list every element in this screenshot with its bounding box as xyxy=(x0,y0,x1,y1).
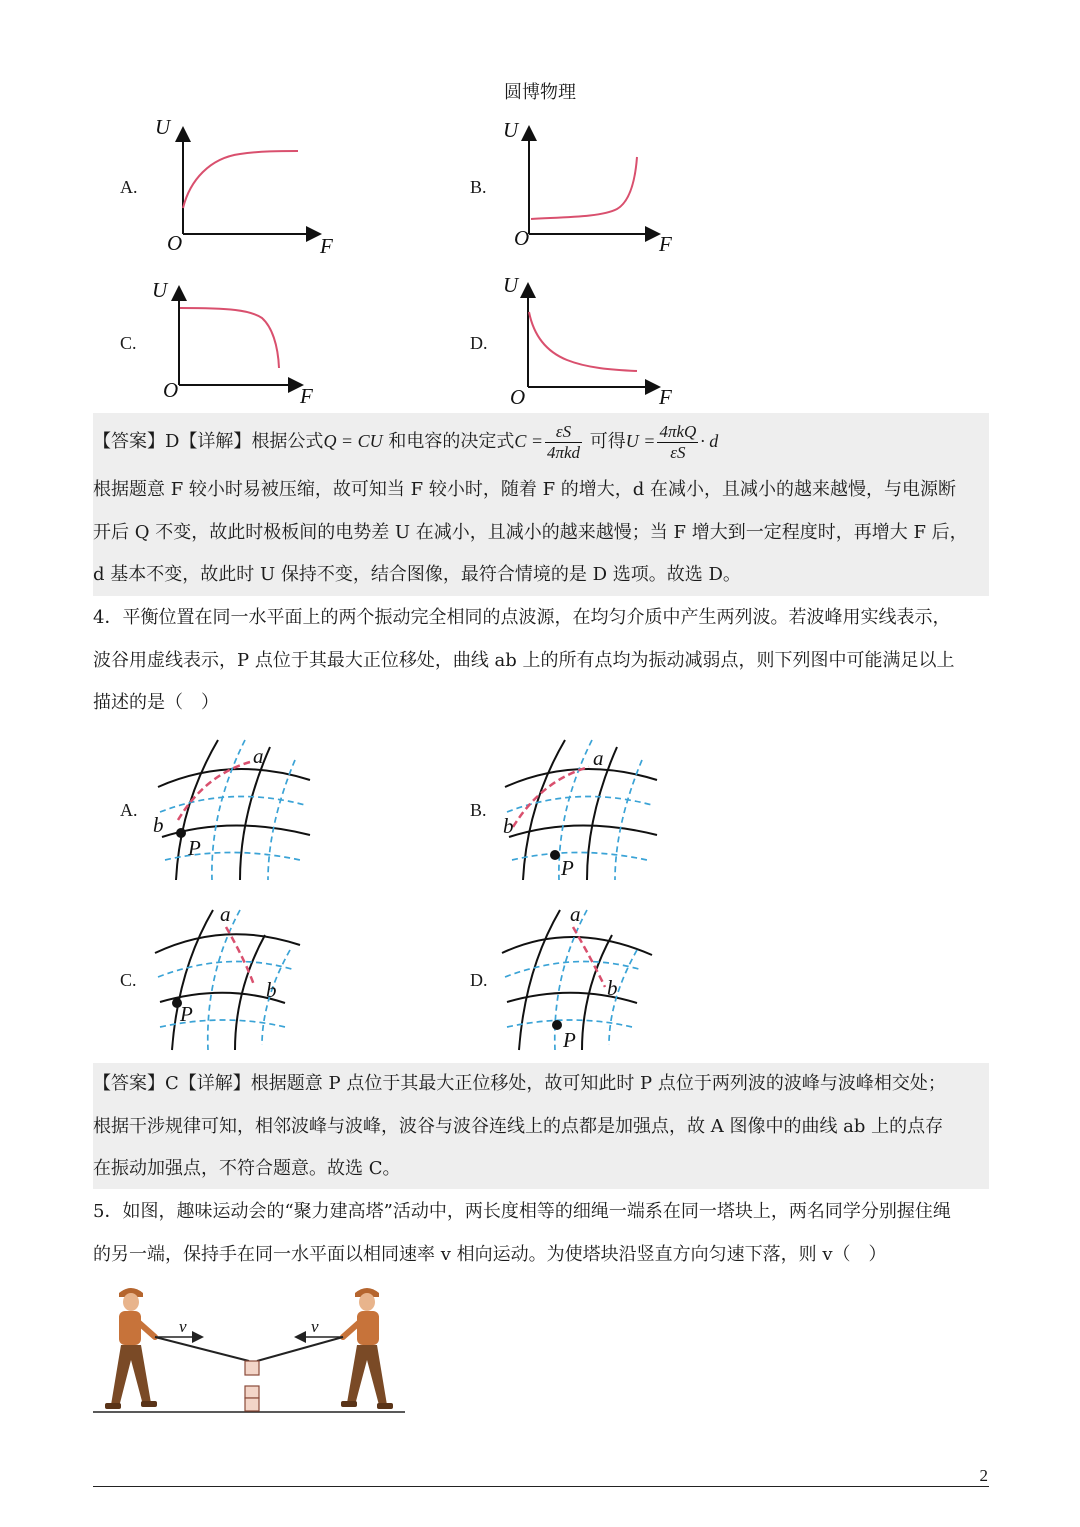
q3-answer-line3: 开后 Q 不变，故此时极板间的电势差 U 在减小，且减小的越来越慢；当 F 增大到一定程度时，再增大 F 后， xyxy=(93,521,968,543)
formula-q-cu: Q = CU xyxy=(323,431,383,451)
q4-option-b-label: B. xyxy=(470,800,487,820)
label-p: P xyxy=(180,1002,193,1026)
q4-stem-line2: 波谷用虚线表示，P 点位于其最大正位移处，曲线 ab 上的所有点均为振动减弱点，则下列图中可能满足以上 xyxy=(93,649,955,671)
q3-option-b-label: B. xyxy=(470,177,487,197)
tower-block-top xyxy=(245,1386,259,1398)
origin-label: O xyxy=(167,231,183,255)
q4-stem-line3: 描述的是（ ） xyxy=(93,692,219,713)
origin-label: O xyxy=(163,378,179,402)
q4-answer-line2: 根据干涉规律可知，相邻波峰与波峰，波谷与波谷连线上的点都是加强点，故 A 图像中的曲线 ab 上的点存 xyxy=(93,1115,944,1137)
label-b: b xyxy=(153,813,164,837)
q3-graph-b xyxy=(497,115,697,260)
q4-option-a-label: A. xyxy=(120,800,138,820)
q4-option-c-label: C. xyxy=(120,970,137,990)
answer-text: 根据公式 xyxy=(251,431,324,452)
q4-stem-line1: 4．平衡位置在同一水平面上的两个振动完全相同的点波源，在均匀介质中产生两列波。若波峰用实线表示， xyxy=(93,607,951,628)
label-a: a xyxy=(220,905,231,926)
q4-graph-b xyxy=(497,735,667,885)
point-p xyxy=(552,1020,562,1030)
left-rope xyxy=(155,1337,249,1361)
q3-graph-a xyxy=(150,110,350,260)
right-rope xyxy=(257,1337,343,1361)
q3-curve-d xyxy=(529,312,637,371)
q3-graph-d xyxy=(497,272,687,412)
hanging-block xyxy=(245,1361,259,1375)
q3-answer-line4: d 基本不变，故此时 U 保持不变，结合图像，最符合情境的是 D 选项。故选 D。 xyxy=(93,564,741,585)
tower-block-bottom xyxy=(245,1398,259,1411)
q4-option-d-label: D. xyxy=(470,970,488,990)
formula-c-fraction: $\frac{\varepsilon S}{\text{4πkd}}$ xyxy=(546,421,581,462)
right-student-figure xyxy=(341,1288,393,1409)
q3-curve-b xyxy=(531,157,637,219)
label-p: P xyxy=(188,836,201,860)
q3-answer-block xyxy=(93,413,989,596)
q4-graph-a xyxy=(150,735,320,885)
y-axis-label: U xyxy=(152,278,168,302)
x-axis-label: F xyxy=(300,384,313,408)
q5-illustration xyxy=(93,1275,413,1420)
v-label-right: v xyxy=(311,1317,319,1336)
y-axis-label: U xyxy=(503,273,519,297)
q5-stem xyxy=(93,1191,989,1276)
footer-rule xyxy=(93,1486,989,1487)
answer-text: 可得 xyxy=(589,431,626,452)
left-student-figure xyxy=(105,1288,157,1409)
page-header: 圆博物理 xyxy=(504,82,576,103)
formula-c-lhs: C = xyxy=(514,431,543,451)
formula-u-tail: · d xyxy=(700,431,719,451)
origin-label: O xyxy=(514,226,530,250)
v-label-left: v xyxy=(179,1317,187,1336)
x-axis-label: F xyxy=(320,234,333,258)
q5-stem-line2: 的另一端，保持手在同一水平面以相同速率 v 相向运动。为使塔块沿竖直方向匀速下落，则 v（ ） xyxy=(93,1243,887,1265)
q3-option-a-label: A. xyxy=(120,177,138,197)
x-axis-label: F xyxy=(659,385,672,409)
x-axis-label: F xyxy=(659,232,672,256)
label-a: a xyxy=(570,905,581,926)
q4-graph-c xyxy=(150,905,320,1055)
label-p: P xyxy=(561,856,574,880)
label-a: a xyxy=(253,744,264,768)
q4-graph-d xyxy=(497,905,667,1055)
label-b: b xyxy=(503,814,514,838)
q4-answer-line3: 在振动加强点，不符合题意。故选 C。 xyxy=(93,1158,401,1179)
formula-u-lhs: U = xyxy=(625,431,656,451)
label-b: b xyxy=(607,976,618,1000)
origin-label: O xyxy=(510,385,526,409)
answer-text: 和电容的决定式 xyxy=(388,431,515,452)
q4-answer-line1: 【答案】C【详解】根据题意 P 点位于其最大正位移处，故可知此时 P 点位于两列波的波峰与波峰相交处； xyxy=(93,1073,946,1094)
answer-tag: 【答案】D【详解】 xyxy=(93,431,252,452)
q3-curve-a xyxy=(183,151,298,208)
point-p xyxy=(550,850,560,860)
q3-graph-c xyxy=(150,275,330,410)
q4-stem xyxy=(93,597,989,725)
label-a: a xyxy=(593,746,604,770)
point-p xyxy=(176,828,186,838)
y-axis-label: U xyxy=(155,115,171,139)
q3-curve-c xyxy=(180,308,279,368)
q3-answer-line1 xyxy=(93,419,989,464)
y-axis-label: U xyxy=(503,118,519,142)
label-p: P xyxy=(563,1028,576,1052)
q3-option-d-label: D. xyxy=(470,333,488,353)
formula-u-fraction: $\frac{\text{4πkQ}}{\varepsilon S}$ xyxy=(659,421,697,462)
label-b: b xyxy=(266,978,277,1002)
q4-answer-block xyxy=(93,1063,989,1189)
q3-option-c-label: C. xyxy=(120,333,137,353)
q5-stem-line1: 5．如图，趣味运动会的“聚力建高塔”活动中，两长度相等的细绳一端系在同一塔块上，两名同学分别握住绳 xyxy=(93,1201,951,1222)
page-number: 2 xyxy=(979,1466,988,1485)
q3-answer-line2: 根据题意 F 较小时易被压缩，故可知当 F 较小时，随着 F 的增大，d 在减小，且减小的越来越慢，与电源断 xyxy=(93,479,957,500)
